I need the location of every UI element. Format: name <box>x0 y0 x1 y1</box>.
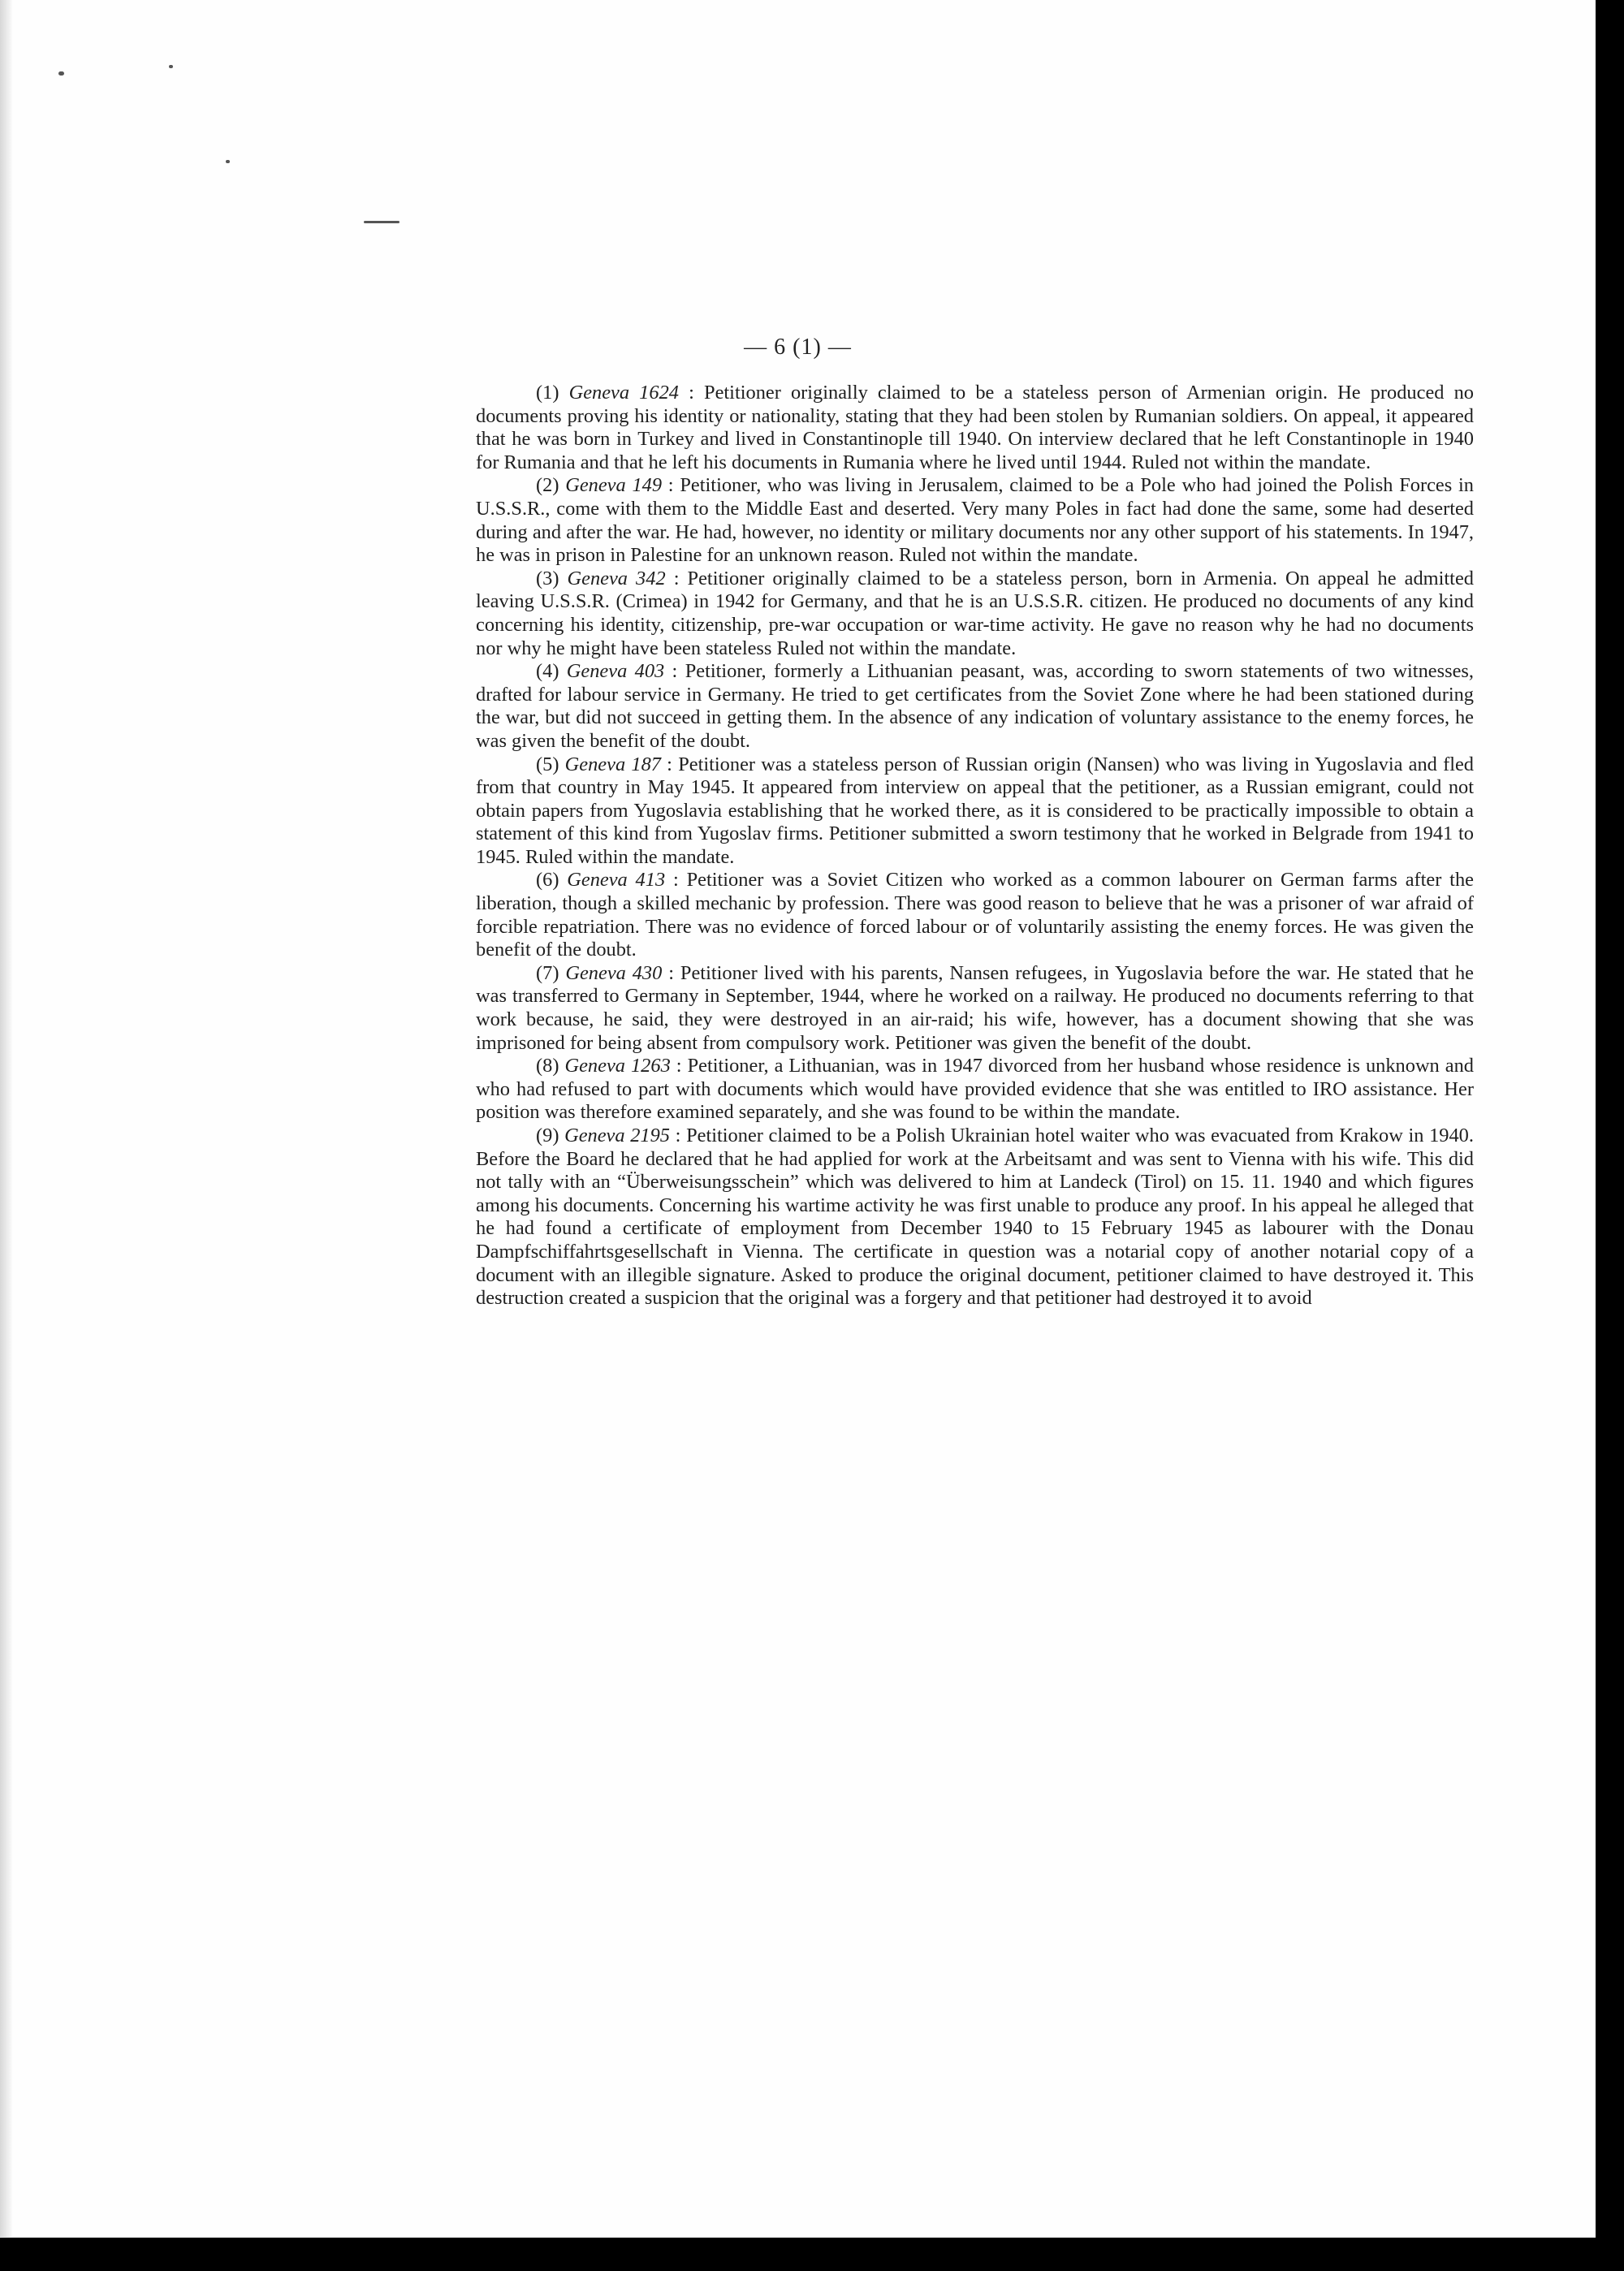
case-text: Petitioner lived with his parents, Nansen refugees, in Yugoslavia before the war. He stated that he was transferred to Germany in September, 1944, where he worked on a railway. He produced no documents referring to that work because, he said, they were destroyed in an air-raid; his wife, however, has a document showing that she was imprisoned for being absent from compulsory work. Petitioner was given the benefit of the doubt. <box>476 961 1474 1054</box>
case-entry-4: (4) Geneva 403 : Petitioner, formerly a Lithuanian peasant, was, according to sworn statements of two witnesses, drafted for labour service in Germany. He tried to get certificates from the Soviet Zone where he had been stationed during the war, but did not succeed in getting them. In the absence of any indication of voluntary assistance to the enemy forces, he was given the benefit of the doubt. <box>476 660 1474 752</box>
case-reference: Geneva 2195 <box>564 1125 670 1146</box>
case-number: (8) <box>536 1055 559 1077</box>
case-reference: Geneva 149 <box>565 474 663 497</box>
case-reference: Geneva 342 <box>567 567 666 589</box>
scan-speck <box>364 221 400 223</box>
case-text: Petitioner, a Lithuanian, was in 1947 divorced from her husband whose residence is unknown and who had refused to part with documents which would have provided evidence that she was entitled to IRO assistance. Her position was therefore examined separately, and she was found to be within the mandate. <box>476 1055 1474 1124</box>
case-number: (4) <box>536 660 559 683</box>
case-number: (9) <box>536 1125 559 1146</box>
case-reference: Geneva 413 <box>567 869 666 892</box>
case-entry-5: (5) Geneva 187 : Petitioner was a stateless person of Russian origin (Nansen) who was living in Yugoslavia and fled from that country in May 1945. It appeared from interview on appeal that the petitioner, as a Russian emigrant, could not obtain papers from Yugoslavia establishing that he worked there, as it is considered to be practically impossible to obtain a statement of this kind from Yugoslav firms. Petitioner submitted a sworn testimony that he worked in Belgrade from 1941 to 1945. Ruled within the mandate. <box>476 753 1474 868</box>
case-reference: Geneva 430 <box>565 961 663 984</box>
case-entry-9: (9) Geneva 2195 : Petitioner claimed to be a Polish Ukrainian hotel waiter who was evacuated from Krakow in 1940. Before the Board he declared that he had applied for work at the Arbeitsamt and was sent to Vienna with his wife. This did not tally with an “Überweisungsschein” which was delivered to him at Landeck (Tirol) on 15. 11. 1940 and which figures among his documents. Concerning his wartime activity he was first unable to produce any proof. In his appeal he alleged that he had found a certificate of employment from December 1940 to 15 February 1945 as labourer with the Donau Dampfschiffahrtsgesellschaft in Vienna. The certificate in question was a notarial copy of another notarial copy of a document with an illegible signature. Asked to produce the original document, petitioner claimed to have destroyed it. This destruction created a suspicion that the original was a forgery and that petitioner had destroyed it to avoid <box>476 1125 1474 1310</box>
case-text: Petitioner, formerly a Lithuanian peasant, was, according to sworn statements of two witnesses, drafted for labour service in Germany. He tried to get certificates from the Soviet Zone where he had been stationed during the war, but did not succeed in getting them. In the absence of any indication of voluntary assistance to the enemy forces, he was given the benefit of the doubt. <box>476 660 1474 752</box>
case-text: Petitioner, who was living in Jerusalem, claimed to be a Pole who had joined the Polish Forces in U.S.S.R., come with them to the Middle East and deserted. Very many Poles in fact had done the same, some had deserted during and after the war. He had, however, no identity or military documents nor any other support of his statements. In 1947, he was in prison in Palestine for an unknown reason. Ruled not within the mandate. <box>476 474 1474 567</box>
case-number: (3) <box>536 567 559 589</box>
case-reference: Geneva 187 <box>564 753 661 775</box>
case-entry-6: (6) Geneva 413 : Petitioner was a Soviet Citizen who worked as a common labourer on German farms after the liberation, though a skilled mechanic by profession. There was good reason to believe that he was a prisoner of war afraid of forcible repatriation. There was no evidence of forced labour or of voluntarily assisting the enemy forces. He was given the benefit of the doubt. <box>476 869 1474 961</box>
case-entry-3: (3) Geneva 342 : Petitioner originally claimed to be a stateless person, born in Armenia. On appeal he admitted leaving U.S.S.R. (Crimea) in 1942 for Germany, and that he is an U.S.S.R. citizen. He produced no documents of any kind concerning his identity, citizenship, pre-war occupation or war-time activity. He gave no reason why he had no documents nor why he might have been stateless Ruled not within the mandate. <box>476 567 1474 659</box>
case-number: (2) <box>536 474 559 497</box>
case-reference: Geneva 1263 <box>564 1055 671 1077</box>
case-text: Petitioner originally claimed to be a stateless person of Armenian origin. He produced no documents proving his identity or nationality, stating that they had been stolen by Rumanian soldiers. On appeal, it appeared that he was born in Turkey and lived in Constantinople till 1940. On interview declared that he left Constantinople in 1940 for Rumania and that he left his documents in Rumania where he lived until 1944. Ruled not within the mandate. <box>476 382 1474 473</box>
case-entry-2: (2) Geneva 149 : Petitioner, who was living in Jerusalem, claimed to be a Pole who had joined the Polish Forces in U.S.S.R., come with them to the Middle East and deserted. Very many Poles in fact had done the same, some had deserted during and after the war. He had, however, no identity or military documents nor any other support of his statements. In 1947, he was in prison in Palestine for an unknown reason. Ruled not within the mandate. <box>476 474 1474 567</box>
case-number: (7) <box>536 961 559 984</box>
case-number: (5) <box>536 753 559 775</box>
case-number: (6) <box>536 869 559 892</box>
case-number: (1) <box>536 382 559 404</box>
case-reference: Geneva 1624 <box>568 382 679 404</box>
document-body <box>476 382 1474 1310</box>
case-entry-1: (1) Geneva 1624 : Petitioner originally claimed to be a stateless person of Armenian origin. He produced no documents proving his identity or nationality, stating that they had been stolen by Rumanian soldiers. On appeal, it appeared that he was born in Turkey and lived in Constantinople till 1940. On interview declared that he left Constantinople in 1940 for Rumania and that he left his documents in Rumania where he lived until 1944. Ruled not within the mandate. <box>476 382 1474 473</box>
case-reference: Geneva 403 <box>566 660 665 683</box>
case-text: Petitioner was a stateless person of Russian origin (Nansen) who was living in Yugoslavia and fled from that country in May 1945. It appeared from interview on appeal that the petitioner, as a Russian emigrant, could not obtain papers from Yugoslavia establishing that he worked there, as it is considered to be practically impossible to obtain a statement of this kind from Yugoslav firms. Petitioner submitted a sworn testimony that he worked in Belgrade from 1941 to 1945. Ruled within the mandate. <box>476 753 1474 868</box>
case-text: Petitioner claimed to be a Polish Ukrainian hotel waiter who was evacuated from Krakow in 1940. Before the Board he declared that he had applied for work at the Arbeitsamt and was sent to Vienna with his wife. This did not tally with an “Überweisungsschein” which was delivered to him at Landeck (Tirol) on 15. 11. 1940 and which figures among his documents. Concerning his wartime activity he was first unable to produce any proof. In his appeal he alleged that he had found a certificate of employment from December 1940 to 15 February 1945 as labourer with the Donau Dampfschiffahrtsgesellschaft in Vienna. The certificate in question was a notarial copy of another notarial copy of a document with an illegible signature. Asked to produce the original document, petitioner claimed to have destroyed it. This destruction created a suspicion that the original was a forgery and that petitioner had destroyed it to avoid <box>476 1125 1474 1310</box>
scan-speck <box>169 65 173 68</box>
page-number: — 6 (1) — <box>744 335 852 360</box>
case-entry-8: (8) Geneva 1263 : Petitioner, a Lithuanian, was in 1947 divorced from her husband whose residence is unknown and who had refused to part with documents which would have provided evidence that she was entitled to IRO assistance. Her position was therefore examined separately, and she was found to be within the mandate. <box>476 1055 1474 1124</box>
scan-speck <box>226 160 230 163</box>
case-text: Petitioner was a Soviet Citizen who worked as a common labourer on German farms after the liberation, though a skilled mechanic by profession. There was good reason to believe that he was a prisoner of war afraid of forcible repatriation. There was no evidence of forced labour or of voluntarily assisting the enemy forces. He was given the benefit of the doubt. <box>476 869 1474 961</box>
case-entry-7: (7) Geneva 430 : Petitioner lived with his parents, Nansen refugees, in Yugoslavia before the war. He stated that he was transferred to Germany in September, 1944, where he worked on a railway. He produced no documents referring to that work because, he said, they were destroyed in an air-raid; his wife, however, has a document showing that she was imprisoned for being absent from compulsory work. Petitioner was given the benefit of the doubt. <box>476 961 1474 1054</box>
case-text: Petitioner originally claimed to be a stateless person, born in Armenia. On appeal he admitted leaving U.S.S.R. (Crimea) in 1942 for Germany, and that he is an U.S.S.R. citizen. He produced no documents of any kind concerning his identity, citizenship, pre-war occupation or war-time activity. He gave no reason why he had no documents nor why he might have been stateless Ruled not within the mandate. <box>476 567 1474 659</box>
scan-speck <box>58 71 64 76</box>
